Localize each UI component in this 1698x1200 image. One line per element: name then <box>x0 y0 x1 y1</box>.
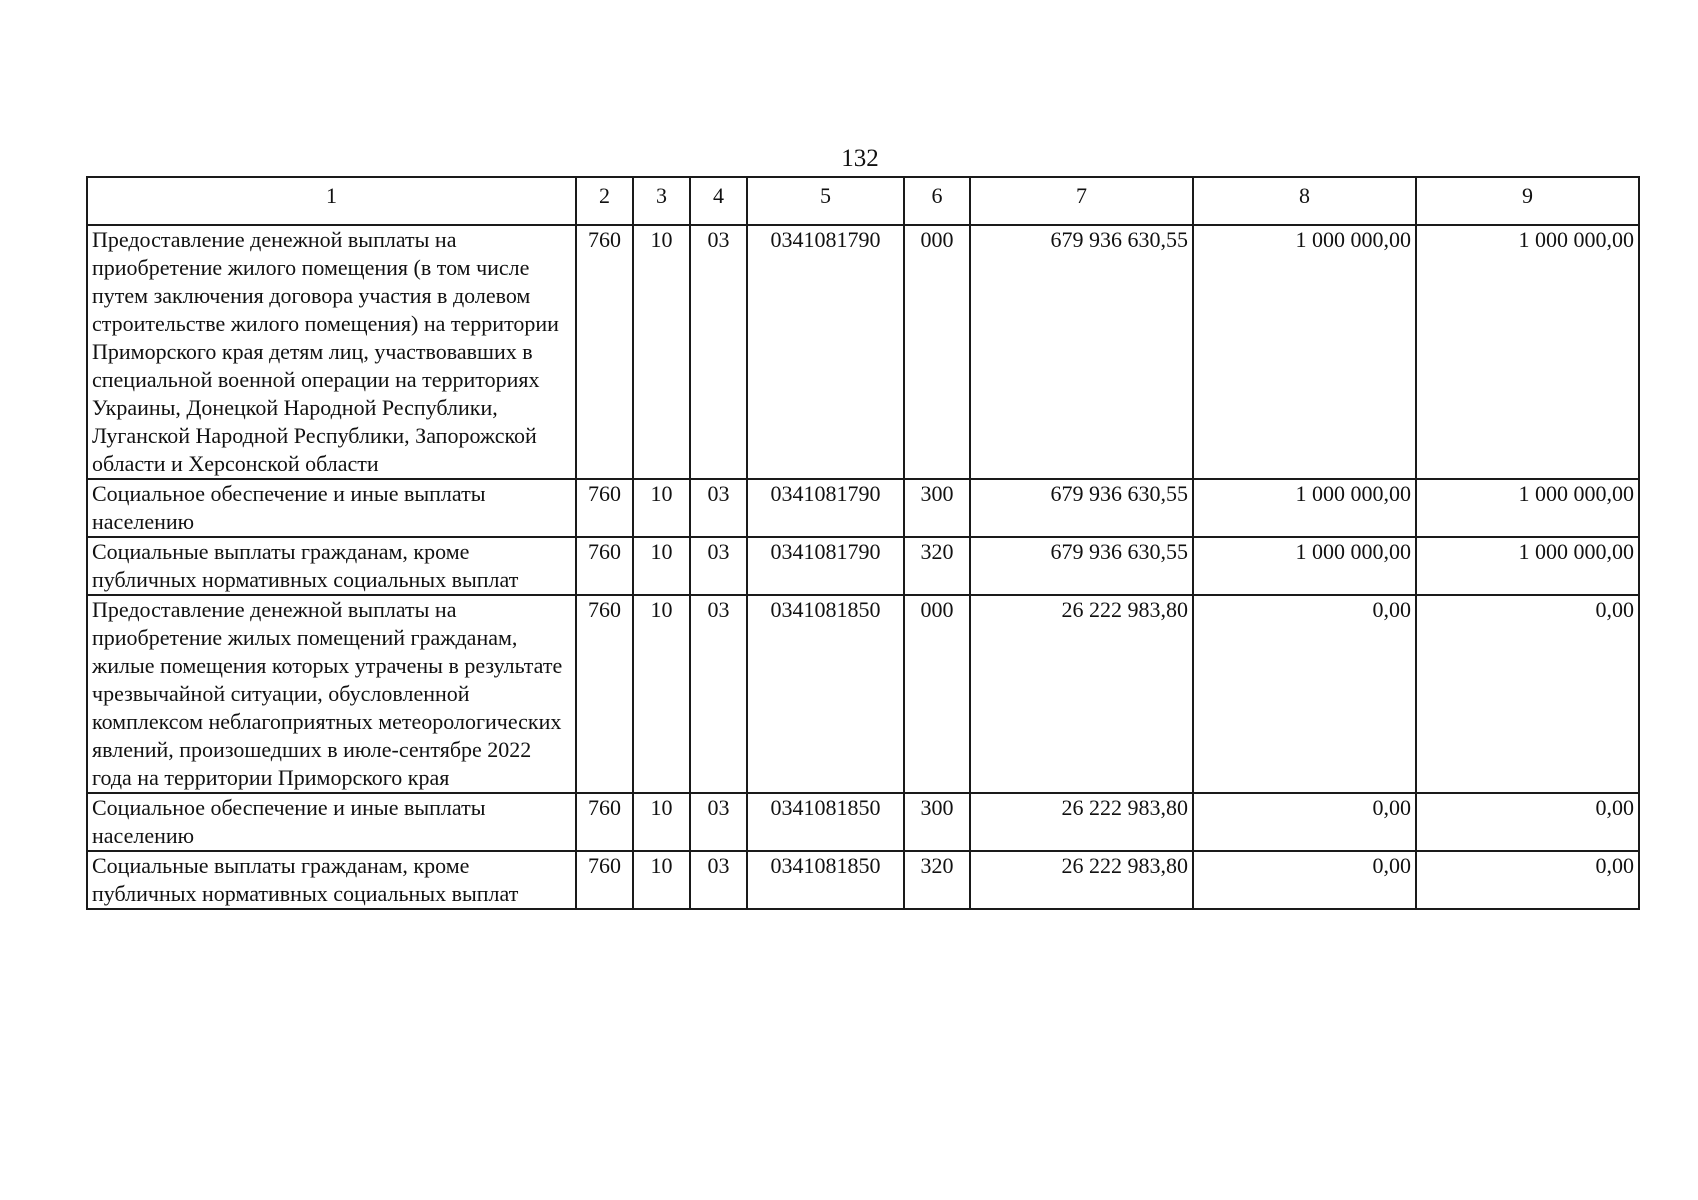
cell-target-article: 0341081790 <box>747 479 904 537</box>
header-cell: 9 <box>1416 177 1639 225</box>
page-number: 132 <box>841 145 879 172</box>
row-name: Предоставление денежной выплаты на приобретение жилых помещений гражданам, жилые помещения которых утрачены в результате чрезвычайной ситуации, обусловленной комплексом неблагоприятных метеорологических явлений, произошедших в июле-сентябре 2022 года на территории Приморского края <box>87 595 576 793</box>
header-cell: 8 <box>1193 177 1416 225</box>
cell-expense-type: 000 <box>904 225 970 479</box>
cell-sum-col9: 1 000 000,00 <box>1416 537 1639 595</box>
row-name: Социальное обеспечение и иные выплаты населению <box>87 793 576 851</box>
cell-sum-col9: 0,00 <box>1416 793 1639 851</box>
cell-subsection: 03 <box>690 851 747 909</box>
cell-expense-type: 320 <box>904 851 970 909</box>
table-row <box>87 595 1639 793</box>
cell-ministry-code: 760 <box>576 595 633 793</box>
cell-expense-type: 000 <box>904 595 970 793</box>
header-cell: 4 <box>690 177 747 225</box>
cell-sum-col8: 0,00 <box>1193 793 1416 851</box>
cell-target-article: 0341081790 <box>747 225 904 479</box>
cell-section: 10 <box>633 537 690 595</box>
header-cell: 3 <box>633 177 690 225</box>
cell-sum-col7: 26 222 983,80 <box>970 595 1193 793</box>
cell-sum-col8: 0,00 <box>1193 595 1416 793</box>
cell-subsection: 03 <box>690 479 747 537</box>
row-name: Социальные выплаты гражданам, кроме публичных нормативных социальных выплат <box>87 851 576 909</box>
cell-section: 10 <box>633 851 690 909</box>
cell-expense-type: 300 <box>904 793 970 851</box>
cell-ministry-code: 760 <box>576 793 633 851</box>
cell-sum-col8: 1 000 000,00 <box>1193 225 1416 479</box>
cell-ministry-code: 760 <box>576 479 633 537</box>
cell-subsection: 03 <box>690 537 747 595</box>
cell-sum-col7: 26 222 983,80 <box>970 851 1193 909</box>
cell-sum-col8: 1 000 000,00 <box>1193 479 1416 537</box>
cell-target-article: 0341081790 <box>747 537 904 595</box>
cell-target-article: 0341081850 <box>747 851 904 909</box>
header-cell: 2 <box>576 177 633 225</box>
header-cell: 6 <box>904 177 970 225</box>
table-row <box>87 537 1639 595</box>
cell-sum-col7: 679 936 630,55 <box>970 479 1193 537</box>
cell-sum-col9: 0,00 <box>1416 851 1639 909</box>
cell-section: 10 <box>633 793 690 851</box>
cell-sum-col9: 1 000 000,00 <box>1416 479 1639 537</box>
header-cell: 7 <box>970 177 1193 225</box>
table-row <box>87 793 1639 851</box>
cell-expense-type: 320 <box>904 537 970 595</box>
cell-subsection: 03 <box>690 793 747 851</box>
row-name: Социальное обеспечение и иные выплаты населению <box>87 479 576 537</box>
cell-subsection: 03 <box>690 225 747 479</box>
cell-sum-col8: 1 000 000,00 <box>1193 537 1416 595</box>
table-row <box>87 851 1639 909</box>
row-name: Социальные выплаты гражданам, кроме публичных нормативных социальных выплат <box>87 537 576 595</box>
cell-sum-col9: 0,00 <box>1416 595 1639 793</box>
cell-sum-col7: 26 222 983,80 <box>970 793 1193 851</box>
table-row <box>87 225 1639 479</box>
header-cell: 1 <box>87 177 576 225</box>
cell-expense-type: 300 <box>904 479 970 537</box>
cell-sum-col7: 679 936 630,55 <box>970 225 1193 479</box>
cell-sum-col7: 679 936 630,55 <box>970 537 1193 595</box>
header-cell: 5 <box>747 177 904 225</box>
cell-section: 10 <box>633 595 690 793</box>
row-name: Предоставление денежной выплаты на приобретение жилого помещения (в том числе путем заключения договора участия в долевом строительстве жилого помещения) на территории Приморского края детям лиц, участвовавших в специальной военной операции на территориях Украины, Донецкой Народной Республики, Луганской Народной Республики, Запорожской области и Херсонской области <box>87 225 576 479</box>
cell-sum-col9: 1 000 000,00 <box>1416 225 1639 479</box>
cell-ministry-code: 760 <box>576 225 633 479</box>
budget-table <box>86 176 1640 910</box>
cell-subsection: 03 <box>690 595 747 793</box>
cell-ministry-code: 760 <box>576 537 633 595</box>
cell-section: 10 <box>633 225 690 479</box>
cell-ministry-code: 760 <box>576 851 633 909</box>
header-row <box>87 177 1639 225</box>
cell-target-article: 0341081850 <box>747 595 904 793</box>
cell-section: 10 <box>633 479 690 537</box>
cell-target-article: 0341081850 <box>747 793 904 851</box>
table-row <box>87 479 1639 537</box>
cell-sum-col8: 0,00 <box>1193 851 1416 909</box>
